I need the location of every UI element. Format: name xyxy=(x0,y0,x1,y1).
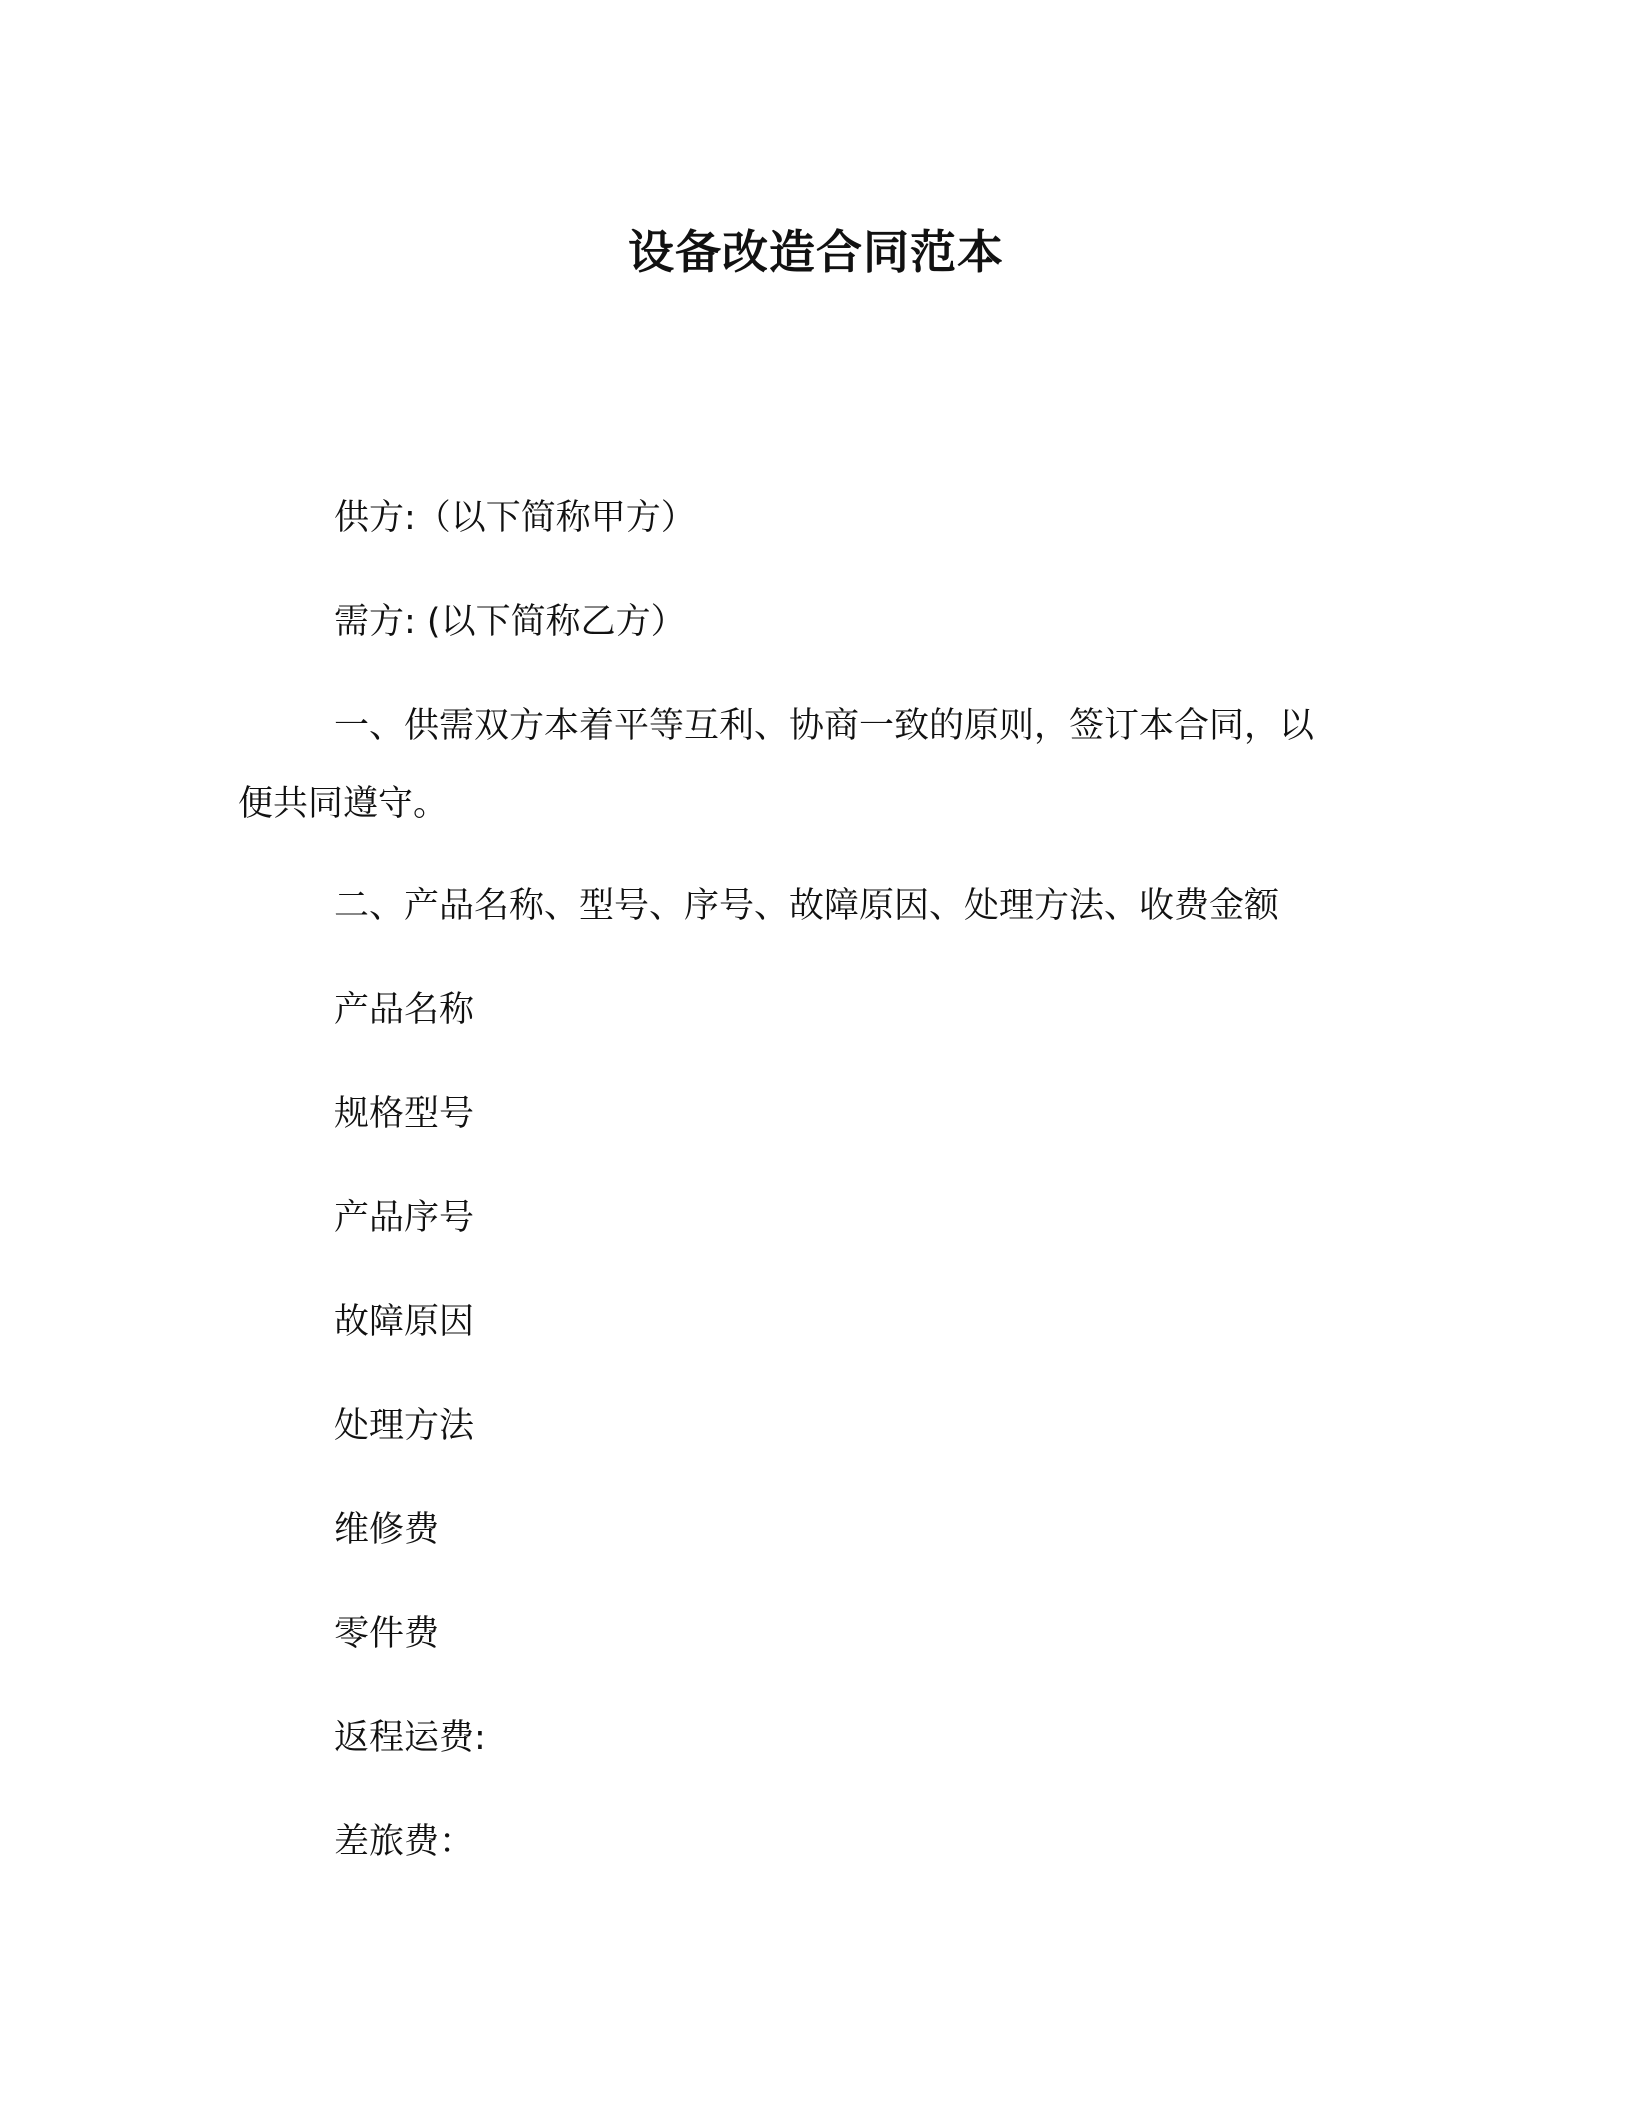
document-title: 设备改造合同范本 xyxy=(628,225,1004,279)
field-return-freight: 返程运费: xyxy=(334,1718,486,1758)
field-spec-model: 规格型号 xyxy=(334,1094,475,1134)
clause-2-heading: 二、产品名称、型号、序号、故障原因、处理方法、收费金额 xyxy=(334,886,1280,926)
field-fault-cause: 故障原因 xyxy=(334,1302,475,1342)
field-treatment-method: 处理方法 xyxy=(334,1406,475,1446)
buyer-line: 需方: (以下简称乙方） xyxy=(334,602,686,642)
clause-1-line-2: 便共同遵守。 xyxy=(238,784,449,824)
field-product-serial: 产品序号 xyxy=(334,1198,475,1238)
field-repair-fee: 维修费 xyxy=(334,1510,440,1550)
field-parts-fee: 零件费 xyxy=(334,1614,440,1654)
field-travel-expense: 差旅费： xyxy=(334,1822,475,1862)
clause-1-line-1: 一、供需双方本着平等互利、协商一致的原则，签订本合同，以 xyxy=(334,706,1315,746)
field-product-name: 产品名称 xyxy=(334,990,475,1030)
supplier-line: 供方:（以下简称甲方） xyxy=(334,498,696,538)
